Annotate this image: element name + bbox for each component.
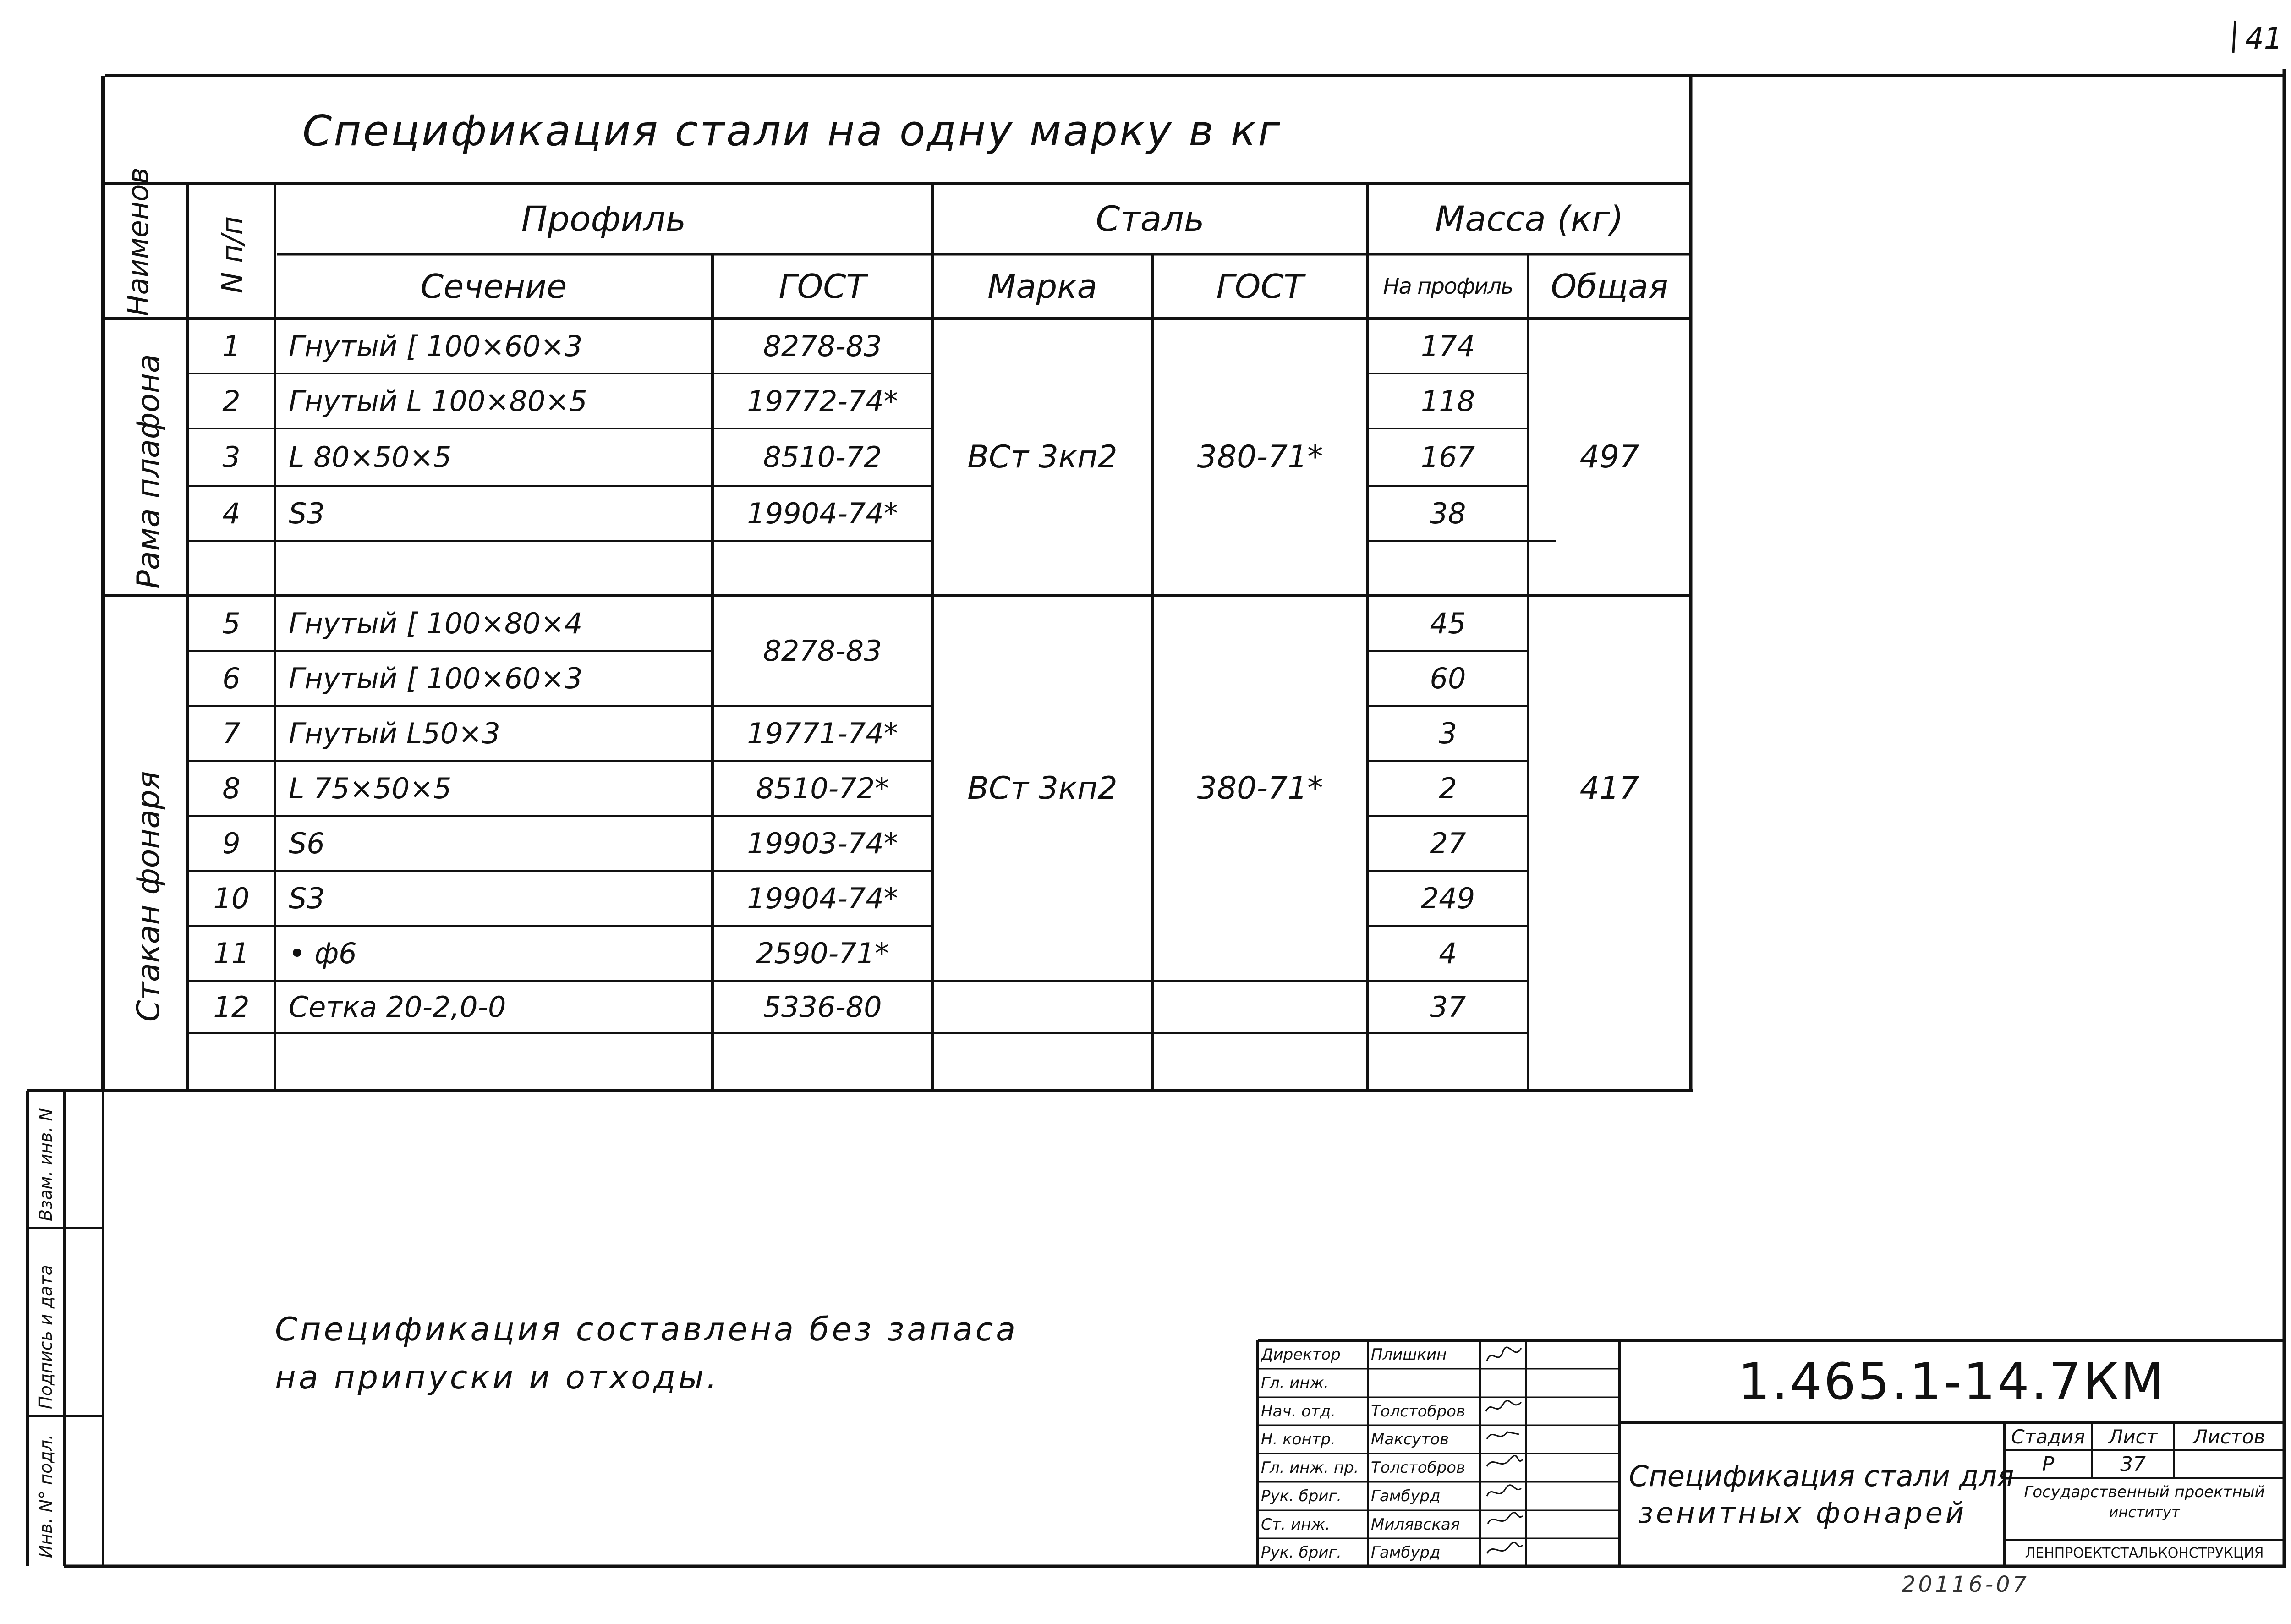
header-mass-total: Общая	[1551, 267, 1668, 306]
sheets-label: Листов	[2193, 1425, 2265, 1448]
side-stamp-inv: Инв. N° подл.	[36, 1434, 56, 1558]
group-name: Стакан фонаря	[131, 771, 167, 1022]
staff-name: Толстобров	[1371, 1459, 1465, 1477]
group-name: Рама плафона	[131, 354, 167, 589]
header-profile: Профиль	[521, 198, 686, 239]
group-grade: ВСт 3кп2	[967, 770, 1118, 807]
drawing-description-2: зенитных фонарей	[1638, 1496, 1967, 1530]
row-num: 10	[213, 881, 250, 915]
row-num: 12	[213, 990, 250, 1024]
staff-name: Милявская	[1371, 1515, 1460, 1534]
drawing-description-1: Спецификация стали для	[1629, 1459, 2014, 1493]
row-num: 9	[222, 826, 241, 860]
row-mass: 3	[1439, 716, 1457, 750]
side-stamp-signature: Подпись и дата	[36, 1265, 56, 1409]
row-mass: 249	[1420, 881, 1475, 915]
org-line-3: ЛЕНПРОЕКТСТАЛЬКОНСТРУКЦИЯ	[2025, 1545, 2264, 1561]
row-section: L 75×50×5	[289, 771, 452, 805]
row-num: 3	[222, 440, 241, 474]
staff-role: Рук. бриг.	[1261, 1543, 1342, 1562]
row-mass: 167	[1420, 440, 1475, 474]
group-total: 497	[1579, 439, 1639, 475]
sheet-label: Лист	[2108, 1425, 2158, 1448]
org-line-2: институт	[2109, 1503, 2180, 1521]
row-num: 5	[222, 606, 241, 640]
row-gost: 8510-72	[763, 440, 882, 474]
signatures-drawing	[1482, 1343, 1526, 1565]
row-section: Сетка 20-2,0-0	[289, 990, 506, 1024]
header-steel-gost: ГОСТ	[1216, 267, 1304, 306]
staff-name: Максутов	[1371, 1430, 1449, 1448]
row-section: Гнутый L50×3	[289, 716, 500, 750]
row-mass: 2	[1439, 771, 1457, 805]
row-gost: 19904-74*	[747, 881, 898, 915]
staff-name: Гамбурд	[1371, 1487, 1441, 1505]
row-num: 7	[222, 716, 241, 750]
row-gost: 2590-71*	[756, 936, 889, 970]
stage-value: Р	[2042, 1452, 2055, 1476]
row-num: 2	[222, 384, 241, 418]
row-section: S6	[289, 826, 325, 860]
sheet-number-top: 41	[2245, 22, 2283, 56]
staff-role: Гл. инж. пр.	[1261, 1459, 1359, 1477]
staff-name: Толстобров	[1371, 1402, 1465, 1421]
note-line-1: Спецификация составлена без запаса	[275, 1311, 1019, 1348]
note-line-2: на припуски и отходы.	[275, 1359, 719, 1396]
row-num: 11	[213, 936, 250, 970]
row-gost: 19904-74*	[747, 496, 898, 530]
side-stamp-replace: Взам. инв. N	[36, 1108, 56, 1221]
staff-role: Рук. бриг.	[1261, 1487, 1342, 1505]
header-mass: Масса (кг)	[1435, 198, 1624, 239]
staff-role: Ст. инж.	[1261, 1515, 1330, 1534]
staff-name: Плишкин	[1371, 1345, 1447, 1364]
stage-label: Стадия	[2011, 1425, 2085, 1448]
row-mass: 27	[1430, 826, 1466, 860]
group-grade: ВСт 3кп2	[967, 439, 1118, 475]
header-num: N п/п	[215, 216, 249, 293]
group-steel-gost: 380-71*	[1197, 439, 1323, 475]
sheets-value	[2174, 1450, 2284, 1478]
header-grade: Марка	[987, 267, 1097, 306]
row-gost: 8278-83	[763, 329, 882, 363]
header-section: Сечение	[420, 267, 567, 306]
row-gost: 8278-83	[763, 634, 882, 668]
row-mass: 60	[1430, 661, 1466, 695]
row-section: Гнутый [ 100×60×3	[289, 661, 583, 695]
drawing-code: 1.465.1-14.7КМ	[1738, 1352, 2166, 1411]
row-mass: 174	[1420, 329, 1475, 363]
row-section: Гнутый [ 100×60×3	[289, 329, 583, 363]
row-section: L 80×50×5	[289, 440, 452, 474]
header-steel: Сталь	[1096, 198, 1205, 239]
org-line-1: Государственный проектный	[2024, 1483, 2265, 1501]
row-section: Гнутый L 100×80×5	[289, 384, 587, 418]
row-gost: 19772-74*	[747, 384, 898, 418]
row-section: Гнутый [ 100×80×4	[289, 606, 583, 640]
row-mass: 38	[1430, 496, 1466, 530]
row-mass: 118	[1420, 384, 1475, 418]
group-total: 417	[1579, 770, 1639, 807]
sheet-value: 37	[2120, 1452, 2146, 1476]
row-mass: 45	[1430, 606, 1466, 640]
row-mass: 37	[1430, 990, 1466, 1024]
page-title: Спецификация стали на одну марку в кг	[302, 106, 1282, 155]
row-gost: 8510-72*	[756, 771, 889, 805]
row-section: • ф6	[289, 936, 357, 970]
staff-role: Нач. отд.	[1261, 1402, 1336, 1421]
staff-role: Директор	[1261, 1345, 1341, 1364]
row-num: 8	[222, 771, 241, 805]
staff-role: Гл. инж.	[1261, 1374, 1329, 1392]
staff-name: Гамбурд	[1371, 1543, 1441, 1562]
row-gost: 5336-80	[763, 990, 882, 1024]
row-num: 4	[222, 496, 241, 530]
row-section: S3	[289, 496, 325, 530]
row-mass: 4	[1439, 936, 1457, 970]
header-group: Наименов	[121, 167, 155, 316]
row-section: S3	[289, 881, 325, 915]
group-steel-gost: 380-71*	[1197, 770, 1323, 807]
row-num: 1	[222, 329, 241, 363]
staff-role: Н. контр.	[1261, 1430, 1336, 1448]
row-gost: 19771-74*	[747, 716, 898, 750]
header-mass-profile: На профиль	[1383, 274, 1513, 299]
archive-number: 20116-07	[1902, 1572, 2030, 1597]
row-gost: 19903-74*	[747, 826, 898, 860]
header-gost: ГОСТ	[778, 267, 866, 306]
row-num: 6	[222, 661, 241, 695]
